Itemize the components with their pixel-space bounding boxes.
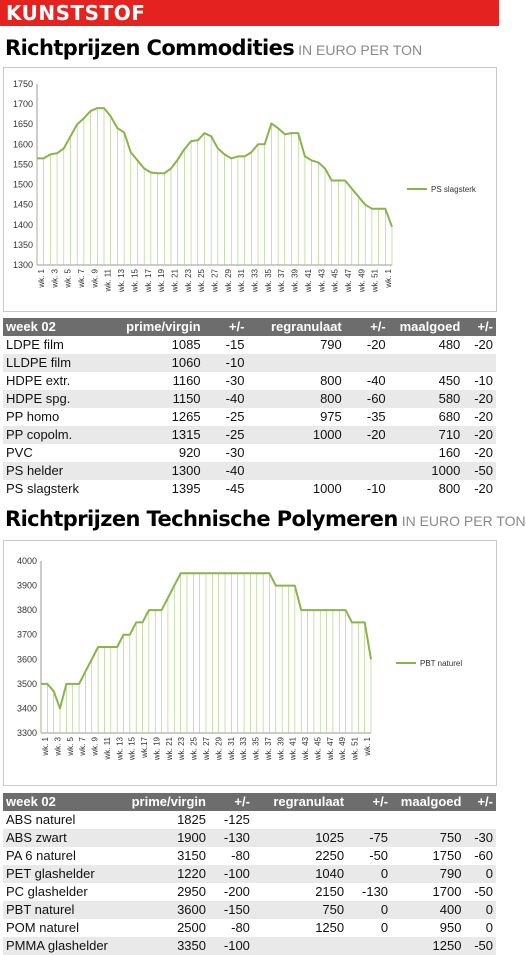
price-cell: 800 bbox=[247, 390, 344, 408]
material-name: LLDPE film bbox=[3, 354, 114, 372]
x-tick-label: wk. 1 bbox=[37, 269, 46, 288]
x-tick-label: wk. 41 bbox=[288, 737, 298, 761]
commodities-table bbox=[3, 318, 496, 498]
price-cell: -20 bbox=[463, 390, 496, 408]
technical-polymers-chart bbox=[3, 540, 497, 786]
price-cell: 1250 bbox=[391, 937, 464, 955]
banner-label: KUNSTSTOF bbox=[6, 1, 146, 25]
column-header: maalgoed bbox=[391, 793, 464, 811]
price-cell: 1395 bbox=[114, 480, 204, 498]
price-cell: 2950 bbox=[120, 883, 209, 901]
price-cell: 1000 bbox=[389, 462, 464, 480]
price-cell: -35 bbox=[345, 408, 389, 426]
section-banner bbox=[0, 0, 499, 26]
table-row bbox=[3, 847, 496, 865]
x-tick-label: wk.17 bbox=[140, 737, 150, 758]
column-header: week 02 bbox=[3, 793, 120, 811]
technical-polymers-table bbox=[3, 793, 496, 955]
x-tick-label: wk. 27 bbox=[202, 737, 211, 761]
material-name: PMMA glashelder bbox=[3, 937, 120, 955]
x-tick-label: wk. 31 bbox=[237, 269, 247, 293]
x-tick-label: wk. 13 bbox=[115, 737, 125, 761]
material-name: PP copolm. bbox=[3, 426, 114, 444]
price-cell: 710 bbox=[389, 426, 464, 444]
price-cell: 450 bbox=[389, 372, 464, 390]
y-tick-label: 3600 bbox=[16, 654, 37, 665]
table-row bbox=[3, 919, 496, 937]
price-cell: -40 bbox=[204, 462, 248, 480]
y-tick-label: 1700 bbox=[12, 99, 33, 110]
y-tick-label: 3800 bbox=[16, 605, 37, 616]
price-cell: 3150 bbox=[120, 847, 209, 865]
price-cell: -80 bbox=[209, 919, 253, 937]
price-cell: -60 bbox=[464, 847, 496, 865]
x-tick-label: wk. 49 bbox=[357, 269, 367, 293]
price-cell: 680 bbox=[389, 408, 464, 426]
price-cell bbox=[347, 811, 391, 829]
price-cell: -80 bbox=[209, 847, 253, 865]
price-cell: 0 bbox=[347, 901, 391, 919]
x-tick-label: wk. 21 bbox=[164, 737, 174, 761]
price-cell: 0 bbox=[347, 865, 391, 883]
x-tick-label: wk. 29 bbox=[223, 269, 233, 293]
x-tick-label: wk. 5 bbox=[63, 269, 73, 288]
price-cell bbox=[391, 811, 464, 829]
price-cell bbox=[247, 354, 344, 372]
price-cell bbox=[345, 462, 389, 480]
x-tick-label: wk. 7 bbox=[78, 737, 88, 756]
price-cell: 1750 bbox=[391, 847, 464, 865]
x-tick-label: wk. 47 bbox=[344, 269, 353, 293]
x-tick-label: wk. 3 bbox=[50, 269, 60, 288]
price-cell: -40 bbox=[345, 372, 389, 390]
price-cell: -75 bbox=[347, 829, 391, 847]
price-cell: 160 bbox=[389, 444, 464, 462]
material-name: PC glashelder bbox=[3, 883, 120, 901]
price-cell: -130 bbox=[209, 829, 253, 847]
column-header: regranulaat bbox=[247, 318, 344, 336]
price-cell: -20 bbox=[463, 426, 496, 444]
x-tick-label: wk. 35 bbox=[251, 737, 261, 761]
column-header: week 02 bbox=[3, 318, 114, 336]
price-cell: 800 bbox=[247, 372, 344, 390]
y-tick-label: 1600 bbox=[12, 139, 33, 150]
price-cell: 1300 bbox=[114, 462, 204, 480]
price-cell: 790 bbox=[391, 865, 464, 883]
x-tick-label: wk. 13 bbox=[117, 269, 127, 293]
price-cell: 1220 bbox=[120, 865, 209, 883]
x-tick-label: wk. 15 bbox=[130, 269, 140, 293]
price-cell: -40 bbox=[204, 390, 248, 408]
price-cell: -20 bbox=[345, 336, 389, 354]
material-name: HDPE spg. bbox=[3, 390, 114, 408]
price-cell: 1825 bbox=[120, 811, 209, 829]
material-name: PBT naturel bbox=[3, 901, 120, 919]
table-row bbox=[3, 408, 496, 426]
x-tick-label: wk. 23 bbox=[183, 269, 193, 293]
x-tick-label: wk. 37 bbox=[263, 737, 273, 761]
x-tick-label: wk. 31 bbox=[226, 737, 236, 761]
price-cell: -50 bbox=[347, 847, 391, 865]
x-tick-label: wk. 45 bbox=[313, 737, 323, 761]
y-tick-label: 3400 bbox=[16, 703, 37, 714]
price-cell: 3600 bbox=[120, 901, 209, 919]
material-name: PS slagsterk bbox=[3, 480, 114, 498]
x-tick-label: wk. 51 bbox=[350, 737, 360, 761]
table-row bbox=[3, 372, 496, 390]
x-tick-label: wk. 9 bbox=[90, 269, 100, 288]
table-row bbox=[3, 444, 496, 462]
x-tick-label: wk. 1 bbox=[41, 737, 50, 756]
price-cell: 1160 bbox=[114, 372, 204, 390]
table-row bbox=[3, 354, 496, 372]
table-header-row bbox=[3, 318, 496, 336]
x-tick-label: wk. 27 bbox=[210, 269, 220, 293]
price-cell: -20 bbox=[463, 336, 496, 354]
y-tick-label: 3500 bbox=[16, 678, 37, 689]
price-cell: -125 bbox=[209, 811, 253, 829]
price-cell: 1085 bbox=[114, 336, 204, 354]
technical-polymers-chart-svg bbox=[4, 541, 496, 785]
price-cell: -25 bbox=[204, 426, 248, 444]
x-tick-label: wk. 43 bbox=[301, 737, 311, 761]
price-cell: 800 bbox=[389, 480, 464, 498]
table-row bbox=[3, 426, 496, 444]
price-cell: -10 bbox=[204, 354, 248, 372]
y-tick-label: 1500 bbox=[12, 179, 33, 190]
y-tick-label: 3900 bbox=[16, 580, 37, 591]
price-cell: 1900 bbox=[120, 829, 209, 847]
material-name: PET glashelder bbox=[3, 865, 120, 883]
table-row bbox=[3, 336, 496, 354]
material-name: PVC bbox=[3, 444, 114, 462]
price-cell: 0 bbox=[464, 919, 496, 937]
x-tick-label: wk. 11 bbox=[102, 737, 112, 760]
section2-title-text: Richtprijzen Technische Polymeren bbox=[5, 507, 398, 531]
x-tick-label: wk. 41 bbox=[303, 269, 313, 293]
table-row bbox=[3, 829, 496, 847]
price-cell: 580 bbox=[389, 390, 464, 408]
x-tick-label: wk. 11 bbox=[103, 269, 113, 292]
column-header: +/- bbox=[464, 793, 496, 811]
material-name: HDPE extr. bbox=[3, 372, 114, 390]
x-tick-label: wk. 25 bbox=[189, 737, 199, 761]
price-cell: 2250 bbox=[253, 847, 347, 865]
price-cell: -15 bbox=[204, 336, 248, 354]
price-cell: 975 bbox=[247, 408, 344, 426]
price-cell: 750 bbox=[391, 829, 464, 847]
price-cell bbox=[347, 937, 391, 955]
x-tick-label: wk. 15 bbox=[127, 737, 137, 761]
x-tick-label: wk. 29 bbox=[214, 737, 224, 761]
price-cell: -20 bbox=[345, 426, 389, 444]
price-cell: 750 bbox=[253, 901, 347, 919]
price-cell bbox=[464, 811, 496, 829]
y-tick-label: 1350 bbox=[12, 239, 33, 250]
y-tick-label: 1450 bbox=[12, 199, 33, 210]
price-cell: -200 bbox=[209, 883, 253, 901]
table-row bbox=[3, 390, 496, 408]
price-cell: -20 bbox=[463, 408, 496, 426]
price-cell: 920 bbox=[114, 444, 204, 462]
table-row bbox=[3, 811, 496, 829]
price-cell: 480 bbox=[389, 336, 464, 354]
price-cell: 1000 bbox=[247, 426, 344, 444]
y-tick-label: 3700 bbox=[16, 629, 37, 640]
column-header: prime/virgin bbox=[114, 318, 204, 336]
price-cell: 1060 bbox=[114, 354, 204, 372]
table-row bbox=[3, 883, 496, 901]
column-header: +/- bbox=[463, 318, 496, 336]
price-cell: -25 bbox=[204, 408, 248, 426]
x-tick-label: wk. 33 bbox=[250, 269, 260, 293]
column-header: +/- bbox=[347, 793, 391, 811]
column-header: prime/virgin bbox=[120, 793, 209, 811]
column-header: +/- bbox=[204, 318, 248, 336]
commodities-chart-svg bbox=[4, 68, 496, 311]
price-cell: 0 bbox=[464, 901, 496, 919]
commodities-chart bbox=[3, 67, 497, 312]
price-cell: -10 bbox=[345, 480, 389, 498]
price-cell: -50 bbox=[463, 462, 496, 480]
x-tick-label: wk. 23 bbox=[177, 737, 187, 761]
price-cell: 790 bbox=[247, 336, 344, 354]
price-cell: -150 bbox=[209, 901, 253, 919]
y-tick-label: 1400 bbox=[12, 219, 33, 230]
price-cell: 1150 bbox=[114, 390, 204, 408]
x-tick-label: wk. 25 bbox=[197, 269, 207, 293]
y-tick-label: 4000 bbox=[16, 556, 37, 566]
price-cell bbox=[253, 811, 347, 829]
table-row bbox=[3, 901, 496, 919]
price-cell: -10 bbox=[463, 372, 496, 390]
price-cell: -60 bbox=[345, 390, 389, 408]
price-cell: -20 bbox=[463, 480, 496, 498]
x-tick-label: wk. 1 bbox=[384, 269, 393, 288]
price-cell: 1000 bbox=[247, 480, 344, 498]
price-cell: 1025 bbox=[253, 829, 347, 847]
legend-label: PBT naturel bbox=[420, 659, 463, 668]
price-cell bbox=[247, 462, 344, 480]
price-cell bbox=[463, 354, 496, 372]
x-tick-label: wk. 37 bbox=[277, 269, 287, 293]
price-cell: 1040 bbox=[253, 865, 347, 883]
y-tick-label: 1300 bbox=[12, 260, 33, 270]
column-header: maalgoed bbox=[389, 318, 464, 336]
y-tick-label: 1550 bbox=[12, 159, 33, 170]
table-row bbox=[3, 865, 496, 883]
price-cell: -30 bbox=[204, 372, 248, 390]
price-cell: 400 bbox=[391, 901, 464, 919]
y-tick-label: 3300 bbox=[16, 728, 37, 738]
x-tick-label: wk. 17 bbox=[143, 269, 153, 293]
material-name: PP homo bbox=[3, 408, 114, 426]
section2-title bbox=[5, 507, 526, 531]
legend-label: PS slagsterk bbox=[431, 185, 476, 194]
price-cell: 1700 bbox=[391, 883, 464, 901]
section1-title-text: Richtprijzen Commodities bbox=[5, 36, 295, 60]
x-tick-label: wk. 51 bbox=[370, 269, 380, 293]
price-cell: -50 bbox=[464, 937, 496, 955]
x-tick-label: wk. 43 bbox=[317, 269, 327, 293]
x-tick-label: wk. 21 bbox=[170, 269, 180, 293]
material-name: LDPE film bbox=[3, 336, 114, 354]
material-name: PA 6 naturel bbox=[3, 847, 120, 865]
x-tick-label: wk. 7 bbox=[77, 269, 86, 288]
price-cell: -100 bbox=[209, 865, 253, 883]
price-cell bbox=[389, 354, 464, 372]
table-row bbox=[3, 480, 496, 498]
price-cell bbox=[345, 354, 389, 372]
table-header-row bbox=[3, 793, 496, 811]
price-cell: 2500 bbox=[120, 919, 209, 937]
material-name: ABS zwart bbox=[3, 829, 120, 847]
price-cell: 1315 bbox=[114, 426, 204, 444]
price-cell: -20 bbox=[463, 444, 496, 462]
material-name: POM naturel bbox=[3, 919, 120, 937]
price-cell: 0 bbox=[464, 865, 496, 883]
x-tick-label: wk. 49 bbox=[338, 737, 348, 761]
table-row bbox=[3, 937, 496, 955]
price-cell: 1250 bbox=[253, 919, 347, 937]
column-header: +/- bbox=[209, 793, 253, 811]
price-cell: 1265 bbox=[114, 408, 204, 426]
x-tick-label: wk. 3 bbox=[53, 737, 63, 756]
series-line bbox=[37, 108, 392, 227]
x-tick-label: wk. 19 bbox=[157, 269, 167, 293]
price-cell: 0 bbox=[347, 919, 391, 937]
price-cell: -30 bbox=[204, 444, 248, 462]
price-cell: -130 bbox=[347, 883, 391, 901]
x-tick-label: wk. 45 bbox=[330, 269, 340, 293]
price-cell: -50 bbox=[464, 883, 496, 901]
x-tick-label: wk. 9 bbox=[90, 737, 100, 756]
x-tick-label: wk. 19 bbox=[152, 737, 162, 761]
x-tick-label: wk. 5 bbox=[65, 737, 75, 756]
column-header: +/- bbox=[345, 318, 389, 336]
price-cell: 2150 bbox=[253, 883, 347, 901]
x-tick-label: wk. 39 bbox=[276, 737, 286, 761]
material-name: PS helder bbox=[3, 462, 114, 480]
price-cell: 3350 bbox=[120, 937, 209, 955]
section2-unit: IN EURO PER TON bbox=[401, 513, 526, 529]
x-tick-label: wk. 33 bbox=[239, 737, 249, 761]
price-cell: -45 bbox=[204, 480, 248, 498]
price-cell bbox=[345, 444, 389, 462]
column-header: regranulaat bbox=[253, 793, 347, 811]
y-tick-label: 1750 bbox=[12, 79, 33, 89]
x-tick-label: wk. 35 bbox=[263, 269, 273, 293]
x-tick-label: wk. 39 bbox=[290, 269, 300, 293]
price-cell: 950 bbox=[391, 919, 464, 937]
x-tick-label: wk. 47 bbox=[325, 737, 335, 761]
section1-title bbox=[5, 36, 422, 60]
price-cell bbox=[247, 444, 344, 462]
price-cell: -100 bbox=[209, 937, 253, 955]
y-tick-label: 1650 bbox=[12, 119, 33, 130]
section1-unit: IN EURO PER TON bbox=[298, 42, 423, 58]
price-cell bbox=[253, 937, 347, 955]
x-tick-label: wk. 1 bbox=[363, 737, 372, 756]
price-cell: -30 bbox=[464, 829, 496, 847]
material-name: ABS naturel bbox=[3, 811, 120, 829]
table-row bbox=[3, 462, 496, 480]
